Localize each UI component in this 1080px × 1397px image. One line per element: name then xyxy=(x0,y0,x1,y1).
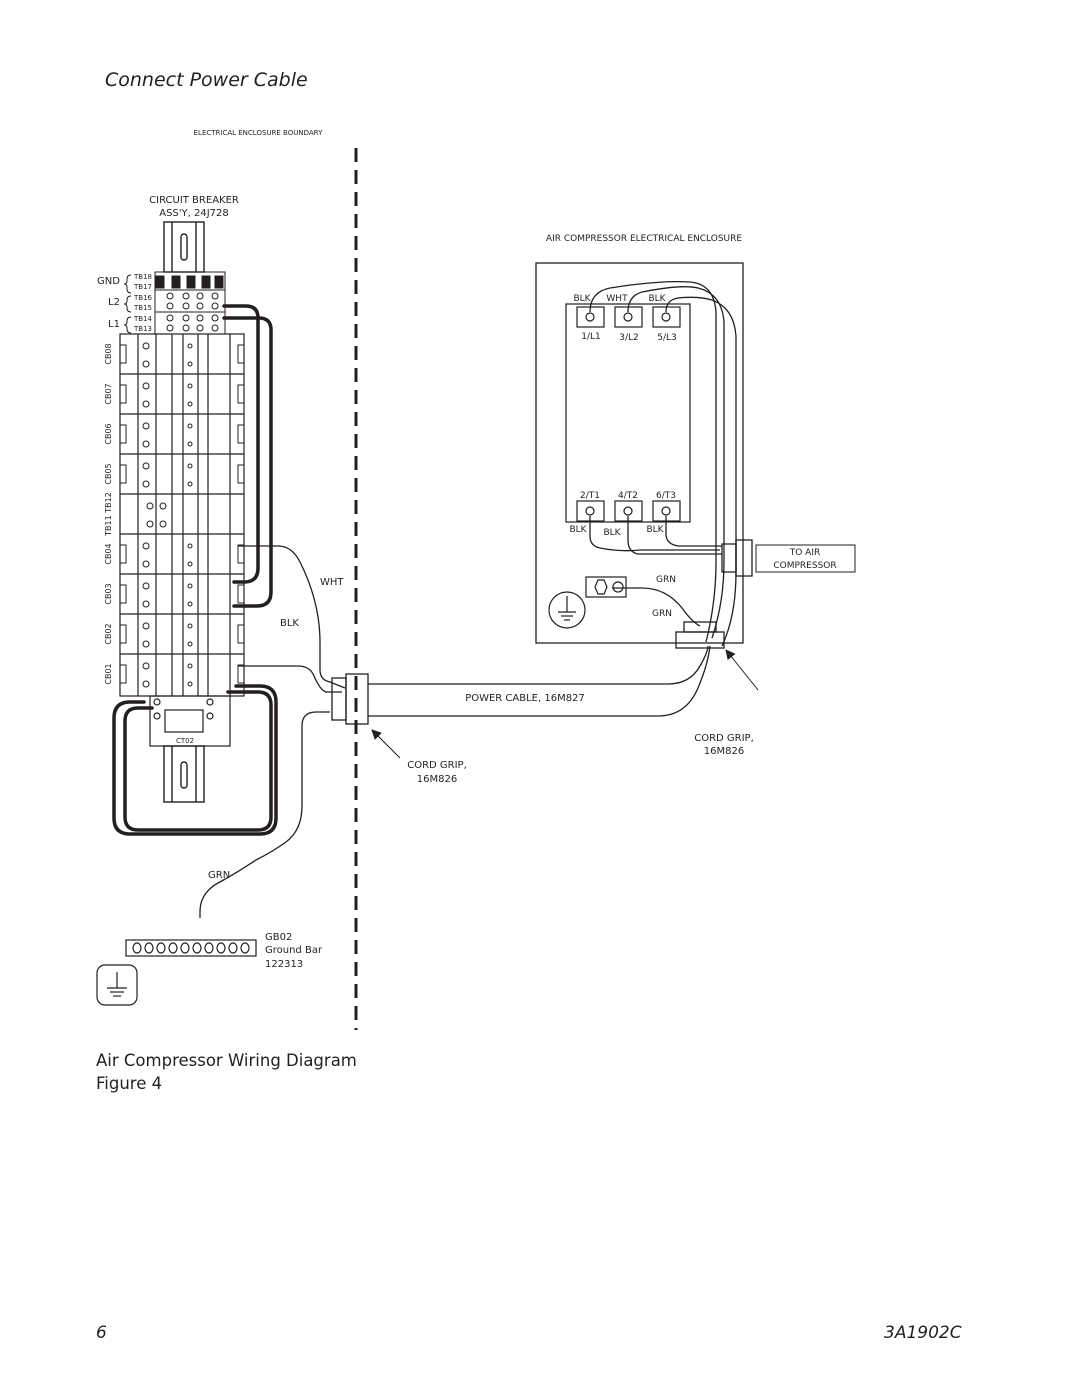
cord-grip-left-label-1: CORD GRIP, xyxy=(407,760,467,771)
wht-label-left: WHT xyxy=(320,577,344,588)
to-air-label-1: TO AIR xyxy=(789,548,821,558)
bottom-terminal-label-1: 2/T1 xyxy=(580,491,600,501)
cord-grip-left-arrow xyxy=(372,730,400,758)
tb15-label: TB15 xyxy=(134,304,152,312)
breaker-label-cb01: CB01 xyxy=(104,663,113,685)
breaker-label-cb05: CB05 xyxy=(104,463,113,485)
cord-grip-right-label-2: 16M826 xyxy=(703,746,745,757)
figure-caption-title: Air Compressor Wiring Diagram xyxy=(96,1051,357,1070)
bottom-wire-label-3: BLK xyxy=(646,525,664,535)
tb17-label: TB17 xyxy=(134,283,152,291)
ground-bar-id: GB02 xyxy=(265,932,293,943)
top-wire-label-2: WHT xyxy=(606,294,628,304)
ground-bar-part: 122313 xyxy=(265,959,304,970)
ct-label: CT02 xyxy=(175,737,195,745)
breaker-clips xyxy=(120,345,244,683)
cord-grip-right-arrow xyxy=(726,650,758,690)
bottom-wire-label-2: BLK xyxy=(603,528,621,538)
top-wire-label-1: BLK xyxy=(573,294,591,304)
l1-label: L1 xyxy=(108,319,120,330)
air-compressor-title: AIR COMPRESSOR ELECTRICAL ENCLOSURE xyxy=(545,234,743,244)
breaker-stack xyxy=(120,334,244,696)
bottom-terminal-label-2: 4/T2 xyxy=(618,491,638,501)
power-cable xyxy=(368,646,710,716)
ground-bar-name: Ground Bar xyxy=(265,945,323,956)
grn-label-compressor-1: GRN xyxy=(656,575,676,585)
to-air-grip xyxy=(722,540,752,576)
breaker-label-tb11-tb12: TB11 TB12 xyxy=(104,492,113,536)
breaker-label-cb04: CB04 xyxy=(104,543,113,565)
top-terminal-label-3: 5/L3 xyxy=(657,333,677,343)
blk-label-left: BLK xyxy=(280,618,299,629)
din-rail-top xyxy=(164,222,204,272)
tb18-label: TB18 xyxy=(134,273,152,281)
breaker-label-cb08: CB08 xyxy=(104,343,113,365)
cord-grip-left xyxy=(332,674,368,724)
section-title: Connect Power Cable xyxy=(105,69,308,91)
figure-caption-number: Figure 4 xyxy=(96,1074,163,1093)
bottom-terminal-label-3: 6/T3 xyxy=(656,491,676,501)
l2-label: L2 xyxy=(108,297,120,308)
breaker-label-cb03: CB03 xyxy=(104,583,113,605)
tb16-label: TB16 xyxy=(134,294,152,302)
page-number: 6 xyxy=(96,1323,107,1343)
grn-label-compressor-2: GRN xyxy=(652,609,672,619)
ground-stud xyxy=(586,577,626,597)
terminal-braces xyxy=(124,275,131,333)
ground-bar xyxy=(126,940,256,956)
top-wire-label-3: BLK xyxy=(648,294,666,304)
tb14-label: TB14 xyxy=(134,315,152,323)
circuit-breaker-label-1: CIRCUIT BREAKER xyxy=(149,195,239,206)
grn-label-left: GRN xyxy=(208,870,231,881)
circuit-breaker-label-2: ASS'Y, 24J728 xyxy=(159,208,229,219)
gnd-label: GND xyxy=(97,276,120,287)
terminal-blocks xyxy=(155,272,225,334)
breaker-label-cb02: CB02 xyxy=(104,623,113,645)
boundary-label: ELECTRICAL ENCLOSURE BOUNDARY xyxy=(193,129,323,137)
top-terminal-label-2: 3/L2 xyxy=(619,333,639,343)
tb13-label: TB13 xyxy=(134,325,152,333)
din-rail-bottom xyxy=(164,746,204,802)
cord-grip-left-label-2: 16M826 xyxy=(416,774,458,785)
to-air-label-2: COMPRESSOR xyxy=(773,561,837,571)
top-terminal-label-1: 1/L1 xyxy=(581,332,601,342)
document-number: 3A1902C xyxy=(884,1323,962,1343)
bottom-wire-label-1: BLK xyxy=(569,525,587,535)
breaker-label-cb06: CB06 xyxy=(104,423,113,445)
breaker-screws xyxy=(143,343,192,687)
breaker-label-cb07: CB07 xyxy=(104,383,113,405)
compressor-ground-symbol-icon xyxy=(549,592,585,628)
cord-grip-right-label-1: CORD GRIP, xyxy=(694,733,754,744)
air-compressor-enclosure xyxy=(536,263,743,643)
ground-symbol-icon xyxy=(97,965,137,1005)
power-cable-label: POWER CABLE, 16M827 xyxy=(465,693,585,704)
